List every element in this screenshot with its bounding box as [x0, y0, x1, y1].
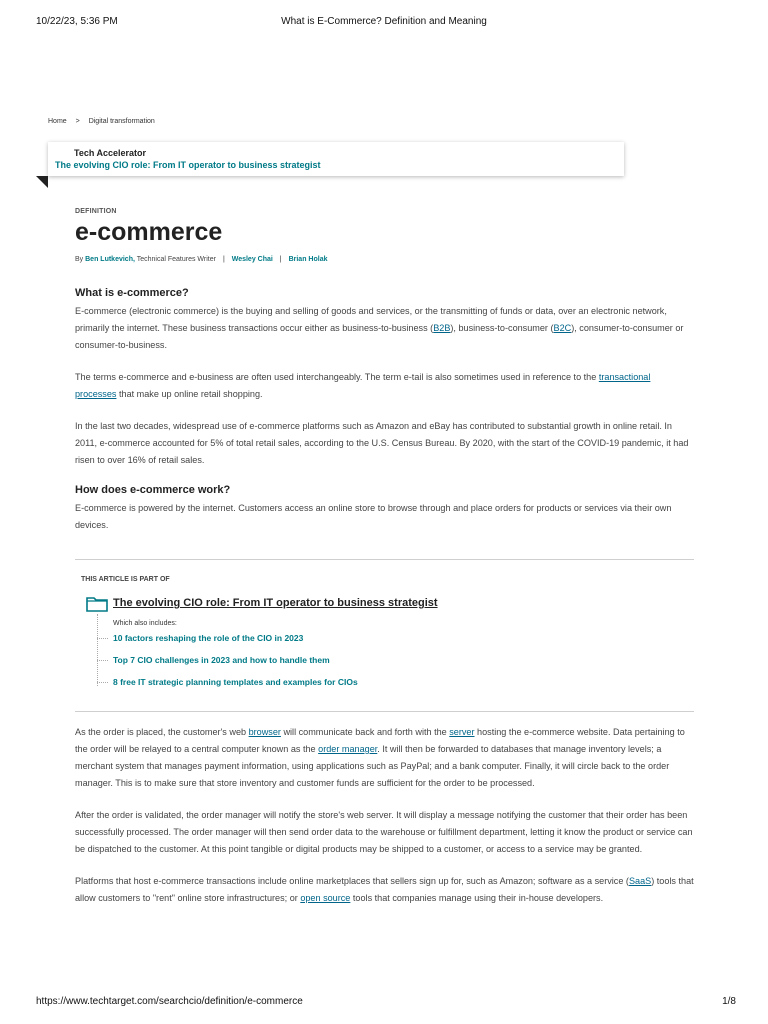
series-title-link[interactable]: The evolving CIO role: From IT operator to business strategist — [113, 597, 438, 609]
series-label: THIS ARTICLE IS PART OF — [81, 576, 170, 583]
tree-branch — [97, 660, 108, 661]
print-page-title: What is E-Commerce? Definition and Meaning — [281, 16, 487, 27]
text: . It will then be forwarded to databases that manage inventory levels; a merchant system that manages payment information, using applications such as PayPal; and a bank computer. Finally, it will circle back to the order manager. This is to make sure that store inventory and customer funds are sufficient for the order to be processed. — [75, 744, 670, 788]
text: ), consumer-to-consumer or consumer-to-business. — [75, 323, 684, 350]
article-content-continued — [75, 724, 694, 907]
related-article-link[interactable]: 10 factors reshaping the role of the CIO in 2023 — [113, 633, 304, 643]
byline-prefix: By — [75, 256, 86, 263]
byline-separator: | — [222, 256, 225, 263]
accelerator-corner-fold — [36, 176, 48, 188]
definition-label: DEFINITION — [75, 208, 117, 215]
tech-accelerator-label: Tech Accelerator — [74, 148, 147, 158]
section-heading: What is e-commerce? — [75, 287, 189, 299]
author-link[interactable]: Wesley Chai — [231, 256, 273, 263]
text: hosting the e-commerce website. Data pertaining to the order will be relayed to a central computer known as the — [75, 727, 685, 754]
server-link[interactable]: server — [449, 727, 475, 737]
paragraph — [75, 303, 694, 354]
section-heading: How does e-commerce work? — [75, 484, 231, 496]
tech-accelerator-box — [48, 142, 624, 176]
related-article-link[interactable]: Top 7 CIO challenges in 2023 and how to handle them — [113, 655, 330, 665]
text: that make up online retail shopping. — [116, 389, 263, 399]
text: will communicate back and forth with the — [280, 727, 450, 737]
breadcrumb-separator: > — [75, 118, 80, 125]
text: E-commerce (electronic commerce) is the buying and selling of goods and services, or the transmitting of funds or data, over an electronic network, primarily the internet. These business transactions occur either as business-to-business ( — [75, 306, 667, 333]
text: tools that companies manage using their in-house developers. — [350, 893, 604, 903]
breadcrumb-current[interactable]: Digital transformation — [88, 118, 155, 125]
text: As the order is placed, the customer's web — [75, 727, 249, 737]
tree-branch — [97, 682, 108, 683]
print-header — [36, 16, 732, 30]
open-source-link[interactable]: open source — [300, 893, 351, 903]
paragraph — [75, 724, 694, 792]
text: The terms e-commerce and e-business are often used interchangeably. The term e-tail is also sometimes used in reference to the — [75, 372, 599, 382]
article-series-box — [75, 559, 694, 712]
breadcrumb-home[interactable]: Home — [48, 118, 67, 125]
byline — [75, 256, 694, 263]
b2b-link[interactable]: B2B — [433, 323, 451, 333]
print-date: 10/22/23, 5:36 PM — [36, 16, 118, 27]
order-manager-link[interactable]: order manager — [318, 744, 378, 754]
tree-line — [97, 614, 98, 686]
page-title: e-commerce — [75, 218, 223, 246]
page-number: 1/8 — [722, 996, 736, 1007]
text: ) tools that allow customers to "rent" online store infrastructures; or — [75, 876, 694, 903]
author-role: Technical Features Writer — [134, 256, 216, 263]
paragraph — [75, 369, 694, 403]
text: Platforms that host e-commerce transactions include online marketplaces that sellers sign up for, such as Amazon; software as a service ( — [75, 876, 629, 886]
browser-link[interactable]: browser — [248, 727, 281, 737]
breadcrumb — [48, 118, 162, 125]
print-footer — [36, 996, 736, 1010]
tech-accelerator-link[interactable]: The evolving CIO role: From IT operator to business strategist — [55, 160, 321, 170]
tree-branch — [97, 638, 108, 639]
paragraph: After the order is validated, the order manager will notify the store's web server. It will display a message notifying the customer that their order has been successfully processed. The order manager will then send order data to the warehouse or fulfillment department, letting it know the product or service can be dispatched to the customer. At this point tangible or digital products may be shipped to a customer, or access to a service may be granted. — [75, 810, 693, 854]
text: ), business-to-consumer ( — [450, 323, 554, 333]
article-content — [75, 208, 694, 534]
paragraph: E-commerce is powered by the internet. Customers access an online store to browse through and place orders for products or services via their own devices. — [75, 503, 672, 530]
saas-link[interactable]: SaaS — [628, 876, 652, 886]
transactional-processes-link[interactable]: transactional processes — [75, 372, 651, 399]
print-url: https://www.techtarget.com/searchcio/definition/e-commerce — [36, 996, 303, 1007]
byline-separator: | — [279, 256, 282, 263]
author-link[interactable]: Brian Holak — [288, 256, 328, 263]
paragraph: In the last two decades, widespread use of e-commerce platforms such as Amazon and eBay has contributed to substantial growth in online retail. In 2011, e-commerce accounted for 5% of total retail sales, according to the U.S. Census Bureau. By 2020, with the start of the COVID-19 pandemic, it had risen to over 16% of retail sales. — [75, 421, 689, 465]
also-includes-label: Which also includes: — [113, 620, 177, 627]
paragraph — [75, 873, 694, 907]
related-article-link[interactable]: 8 free IT strategic planning templates and examples for CIOs — [113, 677, 358, 687]
author-link[interactable]: Ben Lutkevich, — [85, 256, 135, 263]
b2c-link[interactable]: B2C — [553, 323, 572, 333]
